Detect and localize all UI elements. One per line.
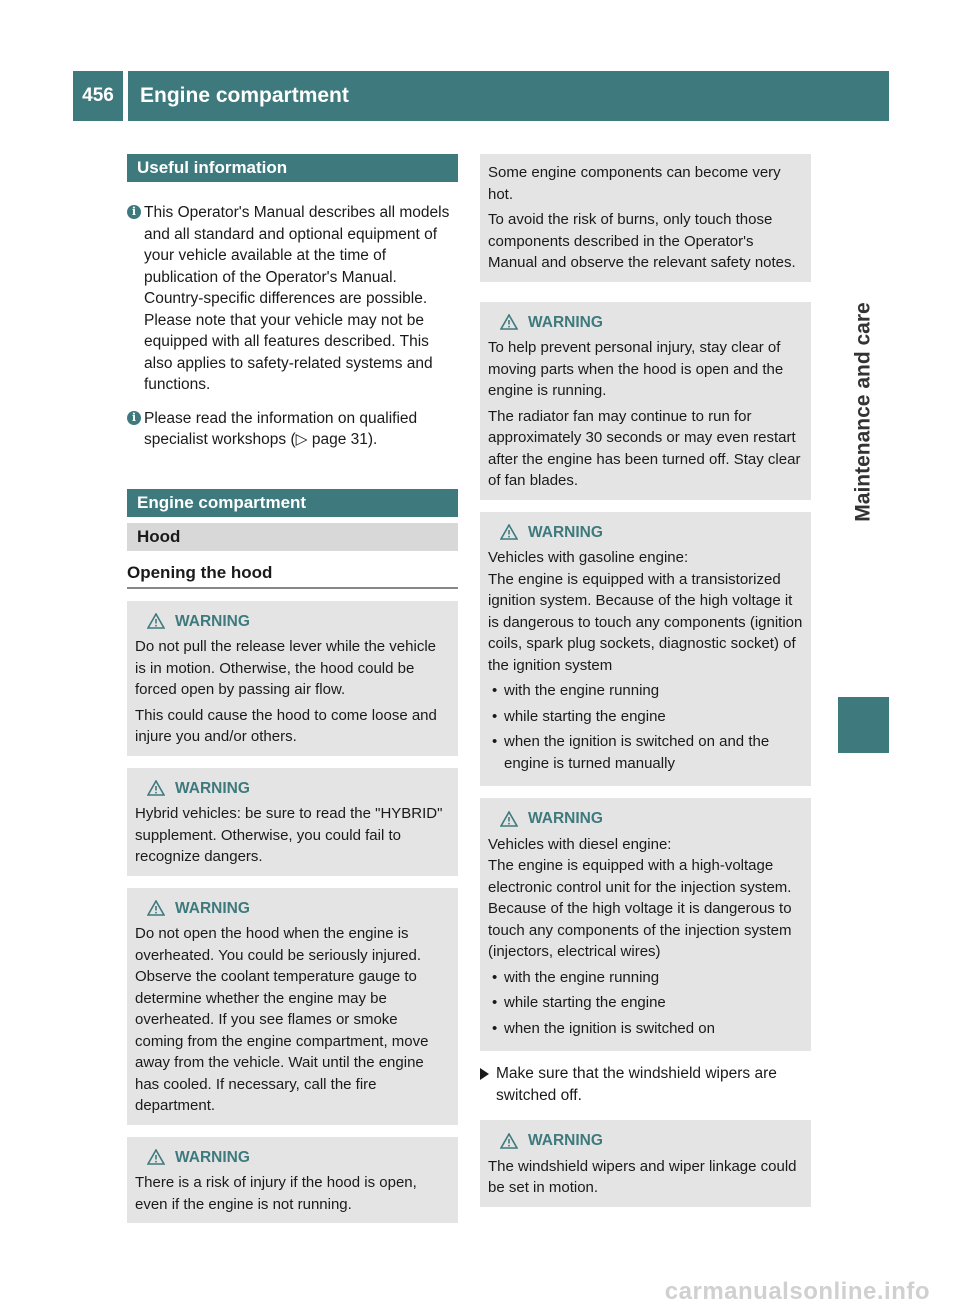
side-tab-label: Maintenance and care [851, 302, 875, 522]
note-box [480, 154, 811, 282]
list-item: • when the ignition is switched on and the engine is turned manually [488, 731, 803, 774]
list-item: • with the engine running [488, 680, 803, 702]
warning-box [480, 512, 811, 787]
list-item: • while starting the engine [488, 706, 803, 728]
list-item: • with the engine running [488, 967, 803, 989]
info-note-1 [127, 202, 458, 396]
warning-triangle-icon [500, 524, 518, 540]
warning-text: Do not open the hood when the engine is overheated. You could be seriously injured. Observe the coolant temperature gauge to determine whether the engine may be overheated. If you see flames or smoke coming from the engine compartment, move away from the vehicle. Wait until the engine has cooled. If necessary, call the fire department. [135, 925, 429, 1114]
warning-triangle-icon [500, 1133, 518, 1149]
opening-hood-heading: Opening the hood [127, 551, 458, 589]
warning-text: There is a risk of injury if the hood is open, even if the engine is not running. [135, 1174, 417, 1213]
page-title: Engine compartment [128, 71, 889, 121]
warning-title: WARNING [147, 1147, 450, 1169]
side-tab-marker [838, 697, 889, 753]
subsection-heading: Hood [127, 523, 458, 551]
warning-box [127, 768, 458, 876]
info-text-1: This Operator's Manual describes all models and all standard and optional equipment of your vehicle available at the time of publication of the Operator's Manual. Country-specific differences are possible. Please note that your vehicle may not be equipped with all features described. This also applies to safety-related systems and functions. [144, 204, 450, 393]
warning-triangle-icon [500, 811, 518, 827]
list-item: • when the ignition is switched on [488, 1018, 803, 1040]
warning-title: WARNING [147, 898, 450, 920]
warning-triangle-icon [500, 314, 518, 330]
note-text: Some engine components can become very hot. [488, 164, 781, 203]
warning-triangle-icon [147, 613, 165, 629]
warning-text: Do not pull the release lever while the vehicle is in motion. Otherwise, the hood could be forced open by passing air flow. [135, 638, 437, 698]
warning-text: To help prevent personal injury, stay clear of moving parts when the hood is open and the engine is running. [488, 339, 784, 399]
section-heading: Engine compartment [127, 489, 458, 517]
side-tab [838, 132, 889, 692]
warning-title: WARNING [500, 808, 803, 830]
warning-text: This could cause the hood to come loose and injure you and/or others. [135, 706, 437, 745]
watermark: carmanualsonline.info [664, 1278, 930, 1305]
list-item: • while starting the engine [488, 992, 803, 1014]
warning-text: Vehicles with diesel engine: [488, 835, 672, 853]
warning-box [480, 302, 811, 500]
footer [0, 1250, 960, 1305]
left-column [127, 154, 458, 1223]
warning-text: The engine is equipped with a transistorized ignition system. Because of the high voltage it is dangerous to touch any components (ignition coils, spark plug sockets, diagnostic socket) of the ignition system [488, 570, 803, 674]
info-text-2: Please read the information on qualified specialist workshops (▷ page 31). [144, 409, 418, 448]
page-number: 456 [73, 71, 123, 121]
warning-title: WARNING [500, 1130, 803, 1152]
warning-box [127, 601, 458, 756]
warning-title: WARNING [147, 611, 450, 633]
warning-triangle-icon [147, 900, 165, 916]
warning-text: The windshield wipers and wiper linkage could be set in motion. [488, 1157, 797, 1196]
warning-triangle-icon [147, 780, 165, 796]
warning-box [127, 888, 458, 1125]
right-column [480, 154, 811, 1207]
info-icon: i [127, 411, 141, 425]
step-text: Make sure that the windshield wipers are switched off. [496, 1065, 777, 1104]
warning-text: Hybrid vehicles: be sure to read the "HYBRID" supplement. Otherwise, you could fail to recognize dangers. [135, 805, 443, 865]
note-text: To avoid the risk of burns, only touch those components described in the Operator's Manual and observe the relevant safety notes. [488, 211, 796, 271]
info-note-2 [127, 408, 458, 451]
warning-bullets [488, 967, 803, 1040]
warning-text: The radiator fan may continue to run for approximately 30 seconds or may even restart after the engine has been turned off. Stay clear of fan blades. [488, 407, 801, 489]
warning-box [480, 798, 811, 1051]
warning-text: The engine is equipped with a high-voltage electronic control unit for the injection system. Because of the high voltage it is dangerous to touch any components of the injection system (injectors, electrical wires) [488, 857, 792, 960]
useful-info-heading: Useful information [127, 154, 458, 182]
warning-title: WARNING [500, 312, 803, 334]
warning-box [480, 1120, 811, 1207]
step-arrow-icon [480, 1068, 489, 1080]
instruction-step [480, 1063, 811, 1106]
warning-box [127, 1137, 458, 1224]
warning-text: Vehicles with gasoline engine: [488, 549, 689, 566]
warning-bullets [488, 680, 803, 774]
warning-triangle-icon [147, 1149, 165, 1165]
warning-title: WARNING [147, 778, 450, 800]
warning-title: WARNING [500, 522, 803, 544]
info-icon: i [127, 205, 141, 219]
